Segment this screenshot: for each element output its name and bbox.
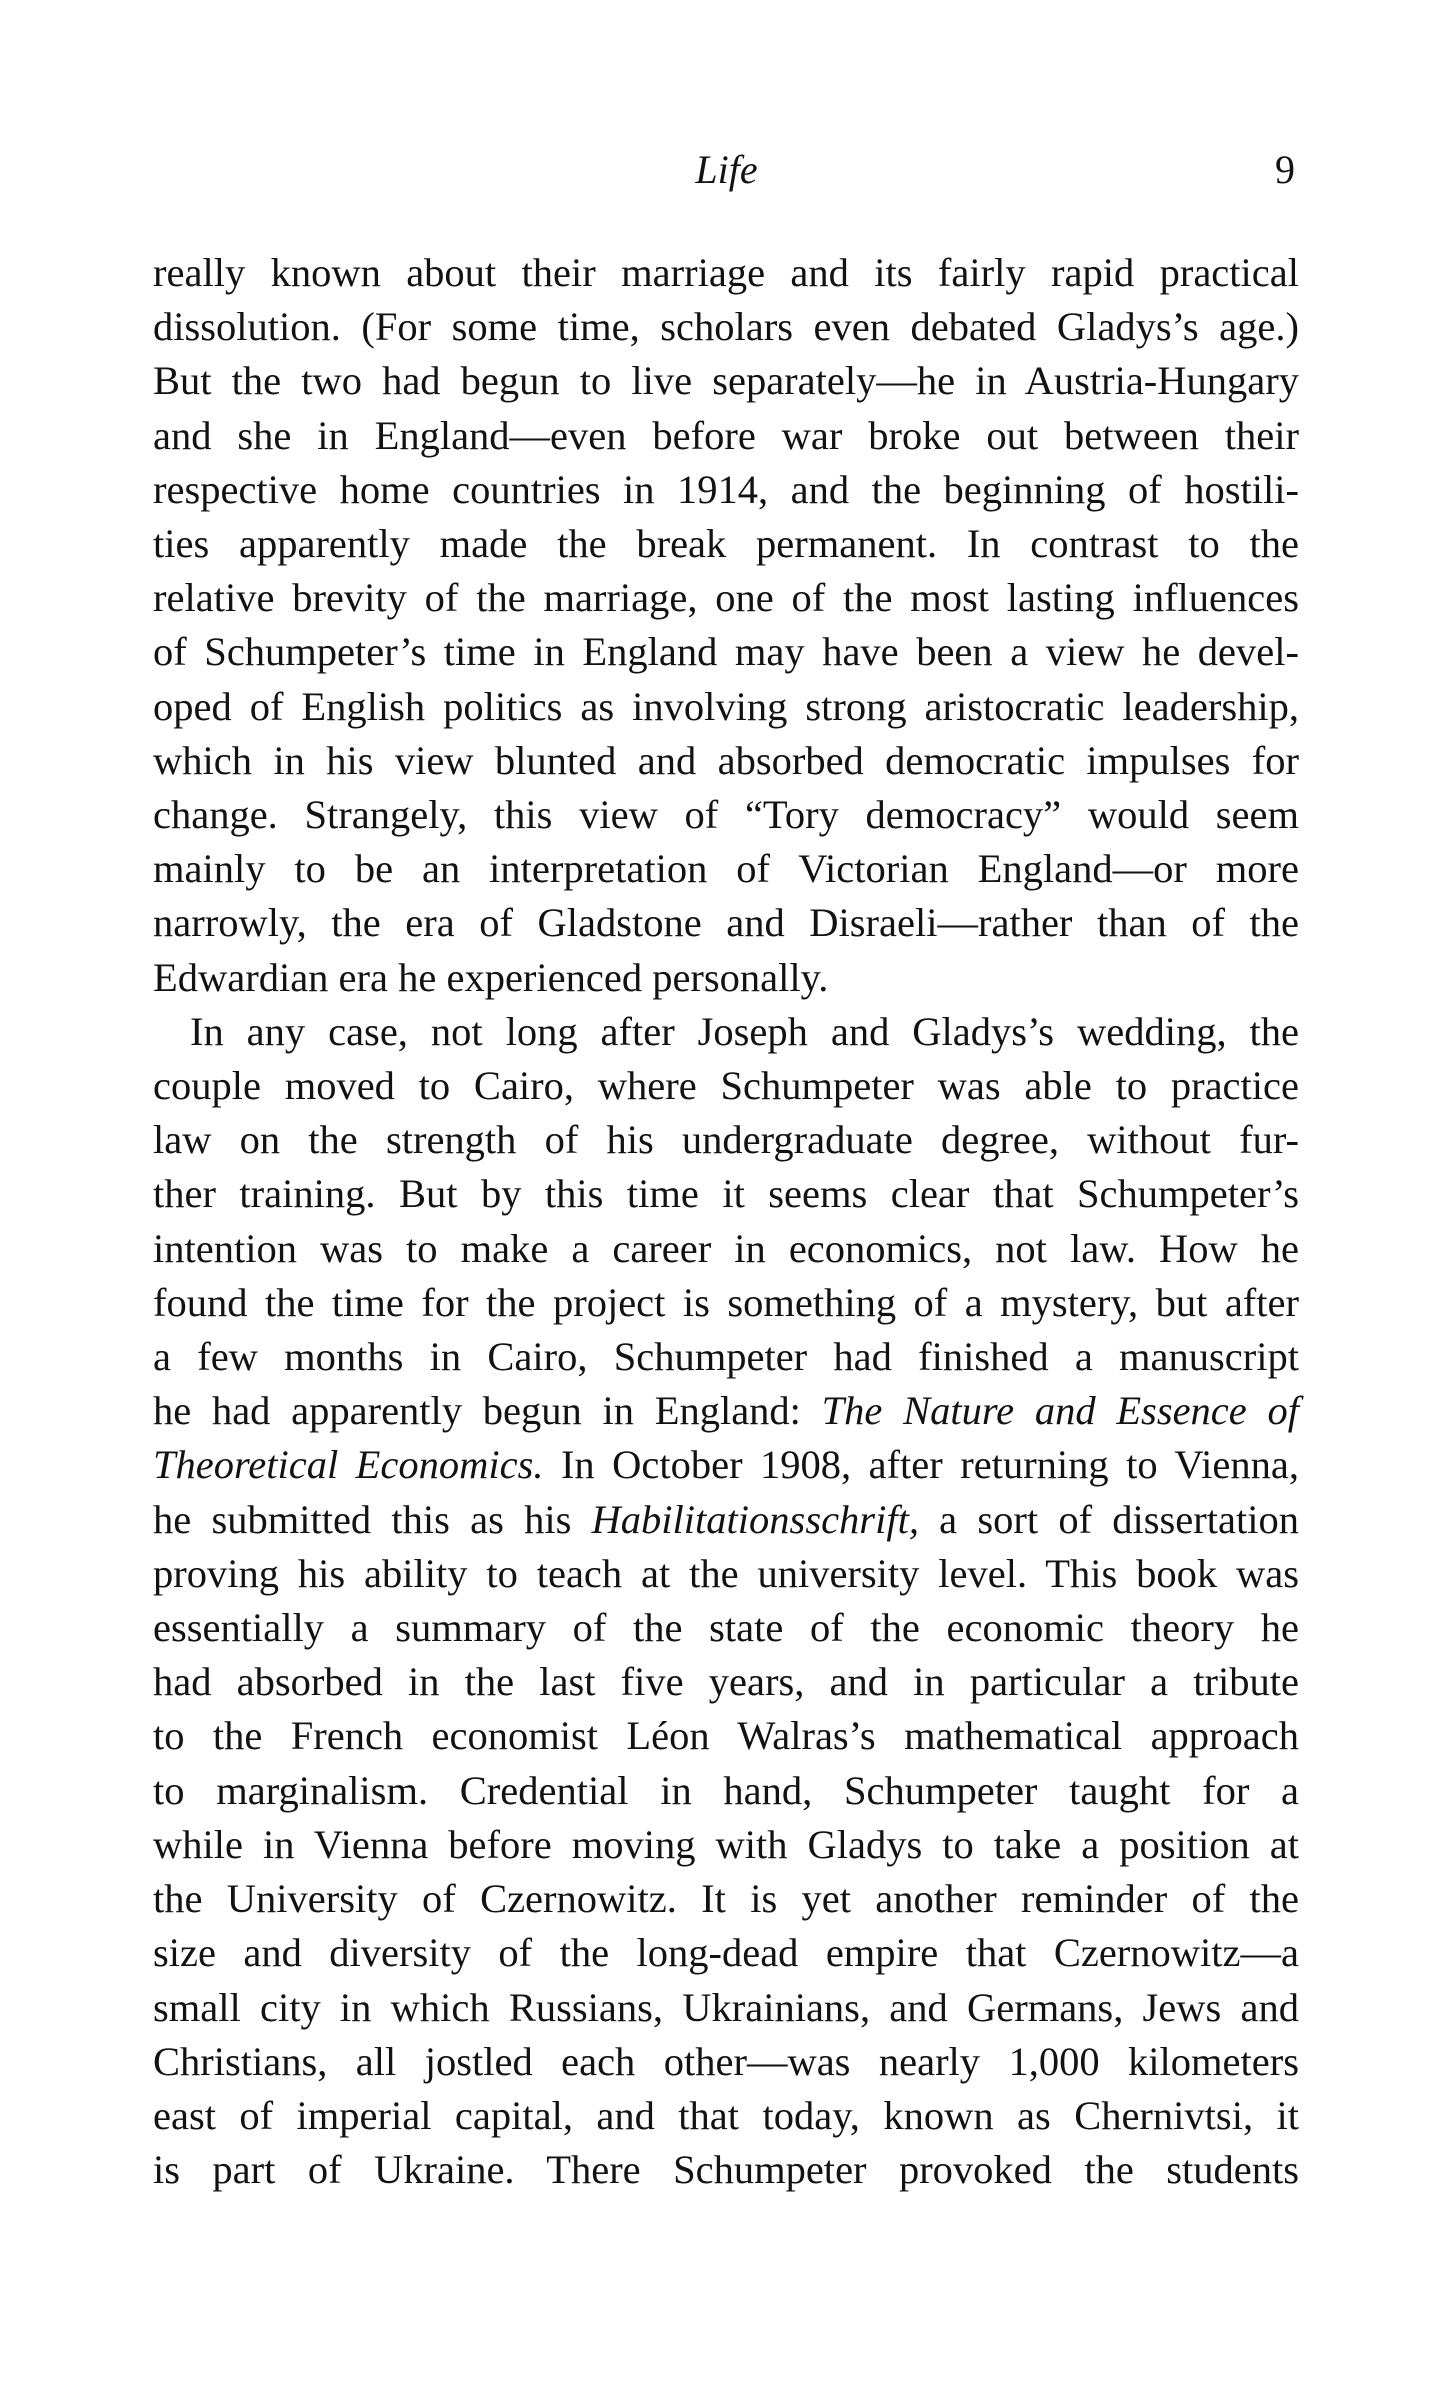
book-title-italic: The Nature and Essence of <box>821 1388 1299 1434</box>
text-line <box>153 1493 1299 1547</box>
text-line: east of imperial capital, and that today, known as Chernivtsi, it <box>153 2092 1299 2138</box>
text-line: relative brevity of the marriage, one of the most lasting influences <box>153 575 1299 621</box>
paragraph-1 <box>153 246 1299 1005</box>
text-line: found the time for the project is something of a mystery, but after <box>153 1279 1299 1325</box>
text-line: couple moved to Cairo, where Schumpeter was able to practice <box>153 1063 1299 1109</box>
text-line: ther training. But by this time it seems clear that Schumpeter’s <box>153 1171 1299 1217</box>
text-line: In any case, not long after Joseph and Gladys’s wedding, the <box>190 1008 1299 1054</box>
text-line: the University of Czernowitz. It is yet another reminder of the <box>153 1876 1299 1922</box>
text-line: which in his view blunted and absorbed democratic impulses for <box>153 737 1299 783</box>
text-line: mainly to be an interpretation of Victorian England—or more <box>153 846 1299 892</box>
text-line: proving his ability to teach at the university level. This book was <box>153 1550 1299 1596</box>
text-line: dissolution. (For some time, scholars even debated Gladys’s age.) <box>153 304 1299 350</box>
text-run: he had apparently begun in England: <box>153 1388 822 1434</box>
text-line: to the French economist Léon Walras’s mathematical approach <box>153 1713 1299 1759</box>
text-line: really known about their marriage and its fairly rapid practical <box>153 250 1299 295</box>
text-line: Christians, all jostled each other—was nearly 1,000 kilometers <box>153 2038 1299 2084</box>
text-line: Edwardian era he experienced personally. <box>153 954 829 1000</box>
text-line: and she in England—even before war broke out between their <box>153 412 1299 458</box>
text-line: small city in which Russians, Ukrainians, and Germans, Jews and <box>153 1984 1299 2030</box>
text-line <box>153 1384 1299 1438</box>
page-header <box>0 140 1453 200</box>
text-line: narrowly, the era of Gladstone and Disraeli—rather than of the <box>153 900 1299 946</box>
text-line: a few months in Cairo, Schumpeter had finished a manuscript <box>153 1334 1299 1380</box>
text-run: a sort of dissertation <box>918 1496 1299 1542</box>
text-line: law on the strength of his undergraduate degree, without fur- <box>153 1117 1299 1163</box>
book-title-italic: Theoretical Economics. <box>153 1442 544 1488</box>
body-text <box>153 246 1299 2197</box>
text-line: size and diversity of the long-dead empire that Czernowitz—a <box>153 1930 1299 1976</box>
text-line: intention was to make a career in economics, not law. How he <box>153 1225 1299 1271</box>
text-line: had absorbed in the last five years, and in particular a tribute <box>153 1659 1299 1705</box>
text-line: ties apparently made the break permanent. In contrast to the <box>153 521 1299 567</box>
page-number: 9 <box>1275 147 1295 192</box>
text-run: he submitted this as his <box>153 1496 592 1542</box>
text-line: respective home countries in 1914, and the beginning of hostili- <box>153 466 1299 512</box>
text-line: change. Strangely, this view of “Tory democracy” would seem <box>153 792 1299 838</box>
text-line: to marginalism. Credential in hand, Schumpeter taught for a <box>153 1767 1299 1813</box>
running-head: Life <box>695 147 758 192</box>
text-line: oped of English politics as involving strong aristocratic leadership, <box>153 683 1299 729</box>
text-line: while in Vienna before moving with Gladys to take a position at <box>153 1821 1299 1867</box>
text-line <box>153 1438 1299 1492</box>
habilitation-italic: Habilitationsschrift, <box>591 1496 919 1542</box>
text-run: In October 1908, after returning to Vienna, <box>543 1442 1299 1488</box>
paragraph-2 <box>153 1005 1299 2197</box>
text-line: essentially a summary of the state of the economic theory he <box>153 1605 1299 1651</box>
text-line: of Schumpeter’s time in England may have been a view he devel- <box>153 629 1299 675</box>
text-line: But the two had begun to live separately—he in Austria-Hungary <box>153 358 1299 404</box>
text-line: is part of Ukraine. There Schumpeter provoked the students <box>153 2147 1299 2193</box>
